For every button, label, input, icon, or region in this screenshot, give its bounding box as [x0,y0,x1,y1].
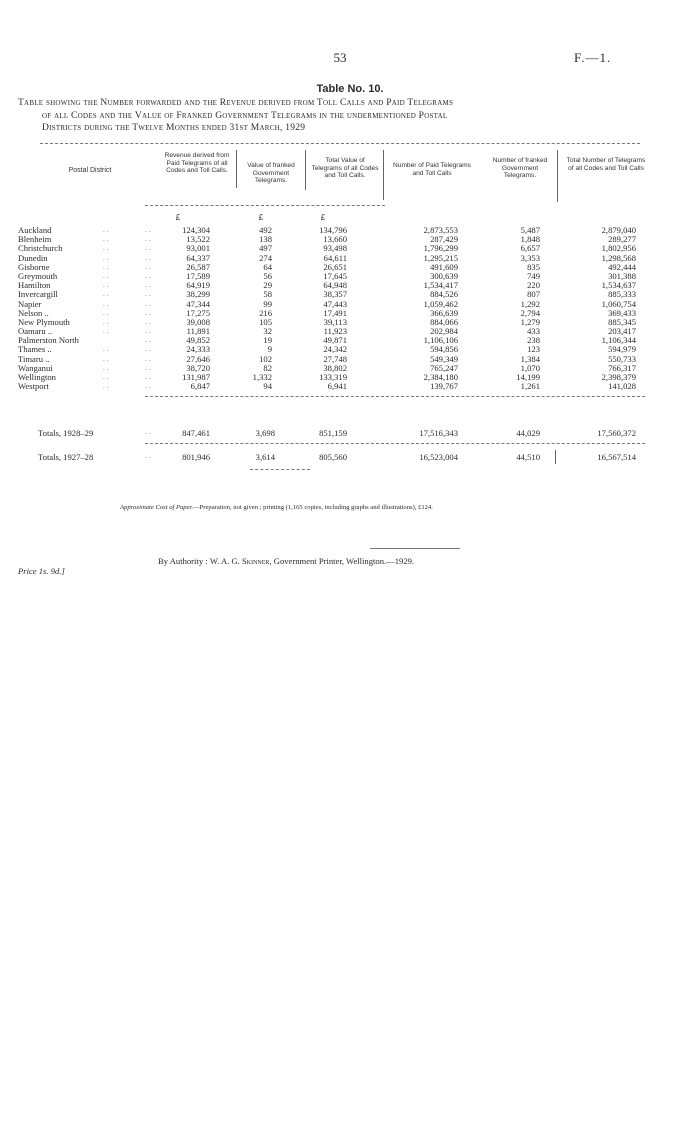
table-cell-district: New Plymouth [18,316,70,327]
table-cell-total-value: 38,357 [323,289,347,300]
table-cell-total-number: 141,028 [608,381,636,392]
header-divider [305,150,306,190]
currency-total-value: £ [320,213,326,222]
table-cell-franked-value: 138 [259,234,272,245]
totals-dots: . . [145,452,151,460]
table-cell-total-value: 134,796 [319,225,347,235]
table-cell-revenue: 24,333 [186,344,210,355]
table-cell-total-value: 17,645 [323,270,347,281]
table-cell-franked-number: 3,353 [520,252,540,263]
totals-total-value: 851,159 [319,428,347,438]
table-cell-total-number: 885,345 [608,316,636,327]
table-cell-total-number: 1,802,956 [601,243,636,254]
table-cell-franked-number: 6,657 [520,243,540,254]
table-cell-paid-number: 139,767 [430,381,458,392]
table-cell-franked-value: 102 [259,353,272,364]
table-cell-district: Auckland [18,225,52,235]
header-bottom-rule [145,205,385,206]
table-cell-paid-number: 287,429 [430,234,458,245]
table-cell-franked-number: 807 [527,289,540,300]
table-cell-franked-value: 99 [263,298,272,309]
table-cell-paid-number: 300,639 [430,270,458,281]
cost-note [120,504,600,511]
table-cell-franked-number: 835 [527,261,540,272]
table-cell-paid-number: 884,526 [430,289,458,300]
table-cell-franked-value: 19 [263,335,272,346]
table-cell-district: Nelson .. [18,307,49,318]
table-cell-total-number: 594,979 [608,344,636,355]
table-cell-franked-value: 56 [263,270,272,281]
totals-label: Totals, 1927–28 [38,452,94,462]
table-cell-franked-number: 1,848 [520,234,540,245]
document-code: F.—1. [574,50,612,65]
table-cell-total-value: 133,319 [319,372,347,382]
table-cell-total-number: 369,433 [608,307,636,318]
table-cell-total-number: 885,333 [608,289,636,300]
table-cell-franked-number: 1,279 [520,316,540,327]
totals-franked-number: 44,510 [516,452,540,462]
table-caption [18,97,658,135]
table-cell-total-value: 64,948 [323,280,347,291]
table-cell-franked-value: 82 [263,362,272,373]
table-cell-total-value: 11,923 [323,326,347,337]
table-cell-total-number: 1,060,754 [601,298,636,309]
currency-revenue: £ [175,213,181,222]
table-cell-franked-number: 5,487 [520,225,540,235]
table-cell-total-number: 2,879,040 [601,225,636,235]
table-cell-district: Christchurch [18,243,63,254]
header-paid-number: Number of Paid Telegrams and Toll Calls [393,162,471,177]
table-cell-franked-value: 1,332 [252,372,272,382]
table-cell-paid-number: 491,609 [430,261,458,272]
table-cell-revenue: 64,919 [186,280,210,291]
table-cell-franked-value: 216 [259,307,272,318]
column-total-number [578,226,636,391]
header-postal-district: Postal District [68,167,112,174]
totals-paid-number: 16,523,004 [419,452,458,462]
table-cell-franked-value: 64 [263,261,272,272]
table-cell-district: Hamilton [18,280,51,291]
table-cell-paid-number: 594,856 [430,344,458,355]
caption-line-1: Table showing the Number forwarded and the Revenue derived from Toll Calls and Paid Telegrams [18,98,454,108]
table-cell-franked-number: 433 [527,326,540,337]
header-divider [236,150,237,188]
authority-prefix: By Authority : [158,556,208,566]
authority-rule [370,548,460,549]
table-cell-paid-number: 1,534,417 [423,280,458,291]
totals-top-rule [145,396,645,397]
caption-line-3: Districts during the Twelve Months ended 31st March, 1929 [42,123,306,133]
table-cell-total-number: 766,317 [608,362,636,373]
leader-dots: . . . . . . . . . . . . . . . . . . . . . . . . . . . . . . . . . . [103,226,109,391]
table-cell-franked-value: 274 [259,252,272,263]
table-cell-revenue: 47,344 [186,298,210,309]
table-cell-district: Palmerston North [18,335,79,346]
header-divider [557,150,558,202]
table-cell-paid-number: 2,873,553 [423,225,458,235]
table-cell-total-value: 27,748 [323,353,347,364]
table-cell-district: Timaru .. [18,353,50,364]
table-cell-total-value: 39,113 [323,316,347,327]
table-cell-paid-number: 2,384,180 [423,372,458,382]
table-cell-revenue: 26,587 [186,261,210,272]
table-title: Table No. 10. [316,83,384,95]
table-cell-district: Westport [18,381,49,392]
column-district [18,226,118,391]
table-cell-total-value: 17,491 [323,307,347,318]
authority-line [158,556,414,566]
table-cell-franked-value: 105 [259,316,272,327]
table-cell-district: Thames .. [18,344,52,355]
header-total-number: Total Number of Telegrams of all Codes and Toll Calls [566,157,646,172]
table-cell-franked-number: 749 [527,270,540,281]
authority-printer: W. A. G. Skinner, [209,556,272,566]
table-cell-franked-number: 1,261 [520,381,540,392]
table-cell-franked-value: 492 [259,225,272,235]
table-cell-total-number: 301,388 [608,270,636,281]
caption-line-2: of all Codes and the Value of Franked Government Telegrams in the undermentioned Postal [42,110,448,121]
table-cell-franked-number: 2,794 [520,307,540,318]
table-cell-district: Gisborne [18,261,50,272]
table-cell-district: Napier [18,298,42,309]
column-revenue [160,226,210,391]
table-cell-franked-value: 29 [263,280,272,291]
table-cell-franked-value: 94 [263,381,272,392]
table-cell-district: Dunedin [18,252,48,263]
table-cell-total-number: 492,444 [608,261,636,272]
currency-franked-value: £ [258,213,264,222]
cost-note-text: —Preparation, not given ; printing (1,165 copies, including graphs and illustrations), £124. [193,504,433,511]
table-cell-revenue: 11,891 [186,326,210,337]
table-cell-total-value: 93,498 [323,243,347,254]
table-cell-paid-number: 1,106,106 [423,335,458,346]
table-cell-total-number: 289,277 [608,234,636,245]
table-cell-revenue: 6,847 [190,381,210,392]
table-cell-district: Greymouth [18,270,58,281]
totals-franked-number: 44,029 [516,428,540,438]
table-cell-franked-number: 1,384 [520,353,540,364]
table-cell-total-number: 1,534,637 [601,280,636,291]
authority-suffix: Government Printer, Wellington.—1929. [273,556,415,566]
table-cell-total-value: 49,871 [323,335,347,346]
table-cell-paid-number: 366,639 [430,307,458,318]
table-cell-franked-number: 123 [527,344,540,355]
totals-bottom-rule [250,469,310,470]
table-cell-total-number: 1,298,568 [601,252,636,263]
totals-divider [555,450,556,464]
totals-franked-value: 3,698 [255,428,275,438]
totals-middle-rule [145,443,645,444]
totals-total-number: 16,567,514 [597,452,636,462]
table-cell-total-value: 6,941 [327,381,347,392]
table-cell-total-value: 38,802 [323,362,347,373]
table-cell-paid-number: 549,349 [430,353,458,364]
table-cell-franked-value: 32 [263,326,272,337]
table-cell-district: Blenheim [18,234,52,245]
table-cell-paid-number: 1,796,299 [423,243,458,254]
table-cell-paid-number: 1,295,215 [423,252,458,263]
table-cell-revenue: 131,987 [182,372,210,382]
table-cell-revenue: 64,337 [186,252,210,263]
table-cell-franked-value: 58 [263,289,272,300]
column-total-value [305,226,347,391]
table-cell-revenue: 17,589 [186,270,210,281]
table-cell-revenue: 39,008 [186,316,210,327]
table-cell-district: Oamaru .. [18,326,53,337]
column-franked-number [490,226,540,391]
totals-paid-number: 17,516,343 [419,428,458,438]
table-cell-paid-number: 202,984 [430,326,458,337]
column-franked-value [240,226,272,391]
table-cell-revenue: 38,299 [186,289,210,300]
table-cell-total-number: 550,733 [608,353,636,364]
table-cell-total-value: 13,660 [323,234,347,245]
table-cell-revenue: 13,522 [186,234,210,245]
header-top-rule [40,143,640,144]
table-cell-total-value: 24,342 [323,344,347,355]
table-cell-franked-number: 220 [527,280,540,291]
table-cell-franked-value: 9 [267,344,272,355]
table-cell-franked-value: 497 [259,243,272,254]
cost-note-label: Approximate Cost of Paper. [120,504,194,511]
table-cell-total-number: 203,417 [608,326,636,337]
column-paid-number [390,226,458,391]
page-number: 53 [333,50,347,65]
totals-dots: . . [145,428,151,436]
totals-revenue: 847,461 [182,428,210,438]
table-cell-franked-number: 1,292 [520,298,540,309]
totals-franked-value: 3,614 [255,452,275,462]
totals-total-number: 17,560,372 [597,428,636,438]
price-note: Price 1s. 9d.] [18,566,65,576]
table-cell-district: Wellington [18,372,56,382]
table-cell-franked-number: 238 [527,335,540,346]
table-cell-revenue: 93,001 [186,243,210,254]
header-revenue: Revenue derived from Paid Telegrams of all Codes and Toll Calls. [164,152,230,175]
table-cell-total-value: 26,651 [323,261,347,272]
table-cell-paid-number: 1,059,462 [423,298,458,309]
table-cell-revenue: 17,275 [186,307,210,318]
header-divider [383,150,384,200]
table-cell-revenue: 49,852 [186,335,210,346]
table-cell-district: Invercargill [18,289,58,300]
table-cell-district: Wanganui [18,362,53,373]
table-cell-total-value: 47,443 [323,298,347,309]
table-cell-revenue: 27,646 [186,353,210,364]
totals-total-value: 805,560 [319,452,347,462]
header-franked-value: Value of franked Government Telegrams. [247,162,295,185]
table-cell-franked-number: 1,070 [520,362,540,373]
totals-label: Totals, 1928–29 [38,428,94,438]
table-cell-revenue: 124,304 [182,225,210,235]
totals-revenue: 801,946 [182,452,210,462]
table-cell-total-value: 64,611 [323,252,347,263]
header-franked-number: Number of franked Government Telegrams. [492,157,548,180]
table-cell-total-number: 1,106,344 [601,335,636,346]
table-cell-paid-number: 765,247 [430,362,458,373]
table-cell-franked-number: 14,199 [516,372,540,382]
table-cell-paid-number: 884,066 [430,316,458,327]
leader-dots: . . . . . . . . . . . . . . . . . . . . . . . . . . . . . . . . . . . . [145,226,151,391]
table-cell-total-number: 2,398,379 [601,372,636,382]
header-total-value: Total Value of Telegrams of all Codes and Toll Calls. [311,157,379,180]
table-cell-revenue: 38,720 [186,362,210,373]
